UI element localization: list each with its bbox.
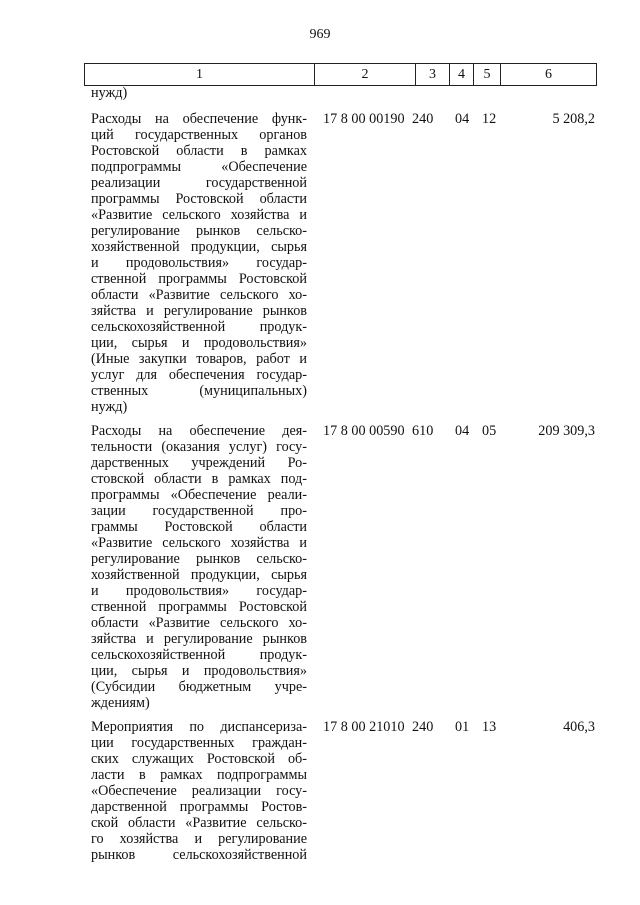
column-header-1: 1 — [85, 64, 315, 86]
row-1-text-line: регулирование рынков сельско- — [91, 223, 307, 239]
row-1-text-line: ственных (муниципальных) — [91, 383, 307, 399]
row-1-text-line: ции, сырья и продовольствия» — [91, 335, 307, 351]
row-1-text-line: сельскохозяйственной продук- — [91, 319, 307, 335]
column-header-3: 3 — [416, 64, 450, 86]
row-3-text-line: ской области «Развитие сельско- — [91, 815, 307, 831]
row-1-amount: 5 208,2 — [552, 111, 595, 127]
row-1-text-line: ций государственных органов — [91, 127, 307, 143]
row-1-text-line: зяйства и регулирование рынков — [91, 303, 307, 319]
row-1-section: 04 — [455, 111, 470, 127]
row-1-subsection: 12 — [482, 111, 497, 127]
row-2-amount: 209 309,3 — [538, 423, 595, 439]
row-2-expense-type: 610 — [412, 423, 434, 439]
row-3-text-line: ции государственных граждан- — [91, 735, 307, 751]
row-2-text-line: зации государственной про- — [91, 503, 307, 519]
row-3-expense-type: 240 — [412, 719, 434, 735]
row-2-text-line: зяйства и регулирование рынков — [91, 631, 307, 647]
row-2-text-line: хозяйственной продукции, сырья — [91, 567, 307, 583]
column-header-4: 4 — [450, 64, 474, 86]
row-2-text-line: «Развитие сельского хозяйства и — [91, 535, 307, 551]
row-1-text-line: (Иные закупки товаров, работ и — [91, 351, 307, 367]
row-1-text-line: и продовольствия» государ- — [91, 255, 307, 271]
row-3-text-line: рынков сельскохозяйственной — [91, 847, 307, 863]
row-1-text-line: «Развитие сельского хозяйства и — [91, 207, 307, 223]
column-header-row — [85, 64, 597, 86]
carryover-text: нужд) — [91, 85, 128, 101]
row-2-section: 04 — [455, 423, 470, 439]
row-1-expense-type: 240 — [412, 111, 434, 127]
row-1-text-line: услуг для обеспечения государ- — [91, 367, 307, 383]
row-1-target-code: 17 8 00 00190 — [323, 111, 405, 127]
row-3-amount: 406,3 — [563, 719, 595, 735]
row-1-text-line: реализации государственной — [91, 175, 307, 191]
row-2-text-line: ждениям) — [91, 695, 150, 711]
page-number: 969 — [309, 27, 331, 42]
row-1-text-line: Ростовской области в рамках — [91, 143, 307, 159]
row-2-text-line: регулирование рынков сельско- — [91, 551, 307, 567]
row-3-text-line: ских служащих Ростовской об- — [91, 751, 307, 767]
row-3-subsection: 13 — [482, 719, 497, 735]
column-header-table — [84, 63, 597, 86]
column-header-5: 5 — [474, 64, 501, 86]
row-3-text-line: дарственной программы Ростов- — [91, 799, 307, 815]
row-2-text-line: сельскохозяйственной продук- — [91, 647, 307, 663]
row-1-text-line: хозяйственной продукции, сырья — [91, 239, 307, 255]
row-3-text-line: ласти в рамках подпрограммы — [91, 767, 307, 783]
row-1-text-line: нужд) — [91, 399, 128, 415]
row-3-text-line: Мероприятия по диспансеризa- — [91, 719, 307, 735]
row-2-text-line: (Субсидии бюджетным учре- — [91, 679, 307, 695]
row-1-text-line: области «Развитие сельского хо- — [91, 287, 307, 303]
row-3-target-code: 17 8 00 21010 — [323, 719, 405, 735]
row-2-text-line: ственной программы Ростовской — [91, 599, 307, 615]
row-1-text-line: программы Ростовской области — [91, 191, 307, 207]
row-2-subsection: 05 — [482, 423, 497, 439]
row-3-text-line: «Обеспечение реализации госу- — [91, 783, 307, 799]
row-3-section: 01 — [455, 719, 470, 735]
row-2-text-line: и продовольствия» государ- — [91, 583, 307, 599]
row-2-text-line: ции, сырья и продовольствия» — [91, 663, 307, 679]
column-header-6: 6 — [501, 64, 597, 86]
row-1-text-line: подпрограммы «Обеспечение — [91, 159, 307, 175]
row-2-text-line: стовской области в рамках под- — [91, 471, 307, 487]
row-2-text-line: Расходы на обеспечение дея- — [91, 423, 307, 439]
row-2-text-line: граммы Ростовской области — [91, 519, 307, 535]
row-2-target-code: 17 8 00 00590 — [323, 423, 405, 439]
row-3-text-line: го хозяйства и регулирование — [91, 831, 307, 847]
column-header-2: 2 — [315, 64, 416, 86]
row-2-text-line: тельности (оказания услуг) госу- — [91, 439, 307, 455]
row-2-text-line: программы «Обеспечение реали- — [91, 487, 307, 503]
row-2-text-line: дарственных учреждений Ро- — [91, 455, 307, 471]
row-2-text-line: области «Развитие сельского хо- — [91, 615, 307, 631]
row-1-text-line: ственной программы Ростовской — [91, 271, 307, 287]
row-1-text-line: Расходы на обеспечение функ- — [91, 111, 307, 127]
